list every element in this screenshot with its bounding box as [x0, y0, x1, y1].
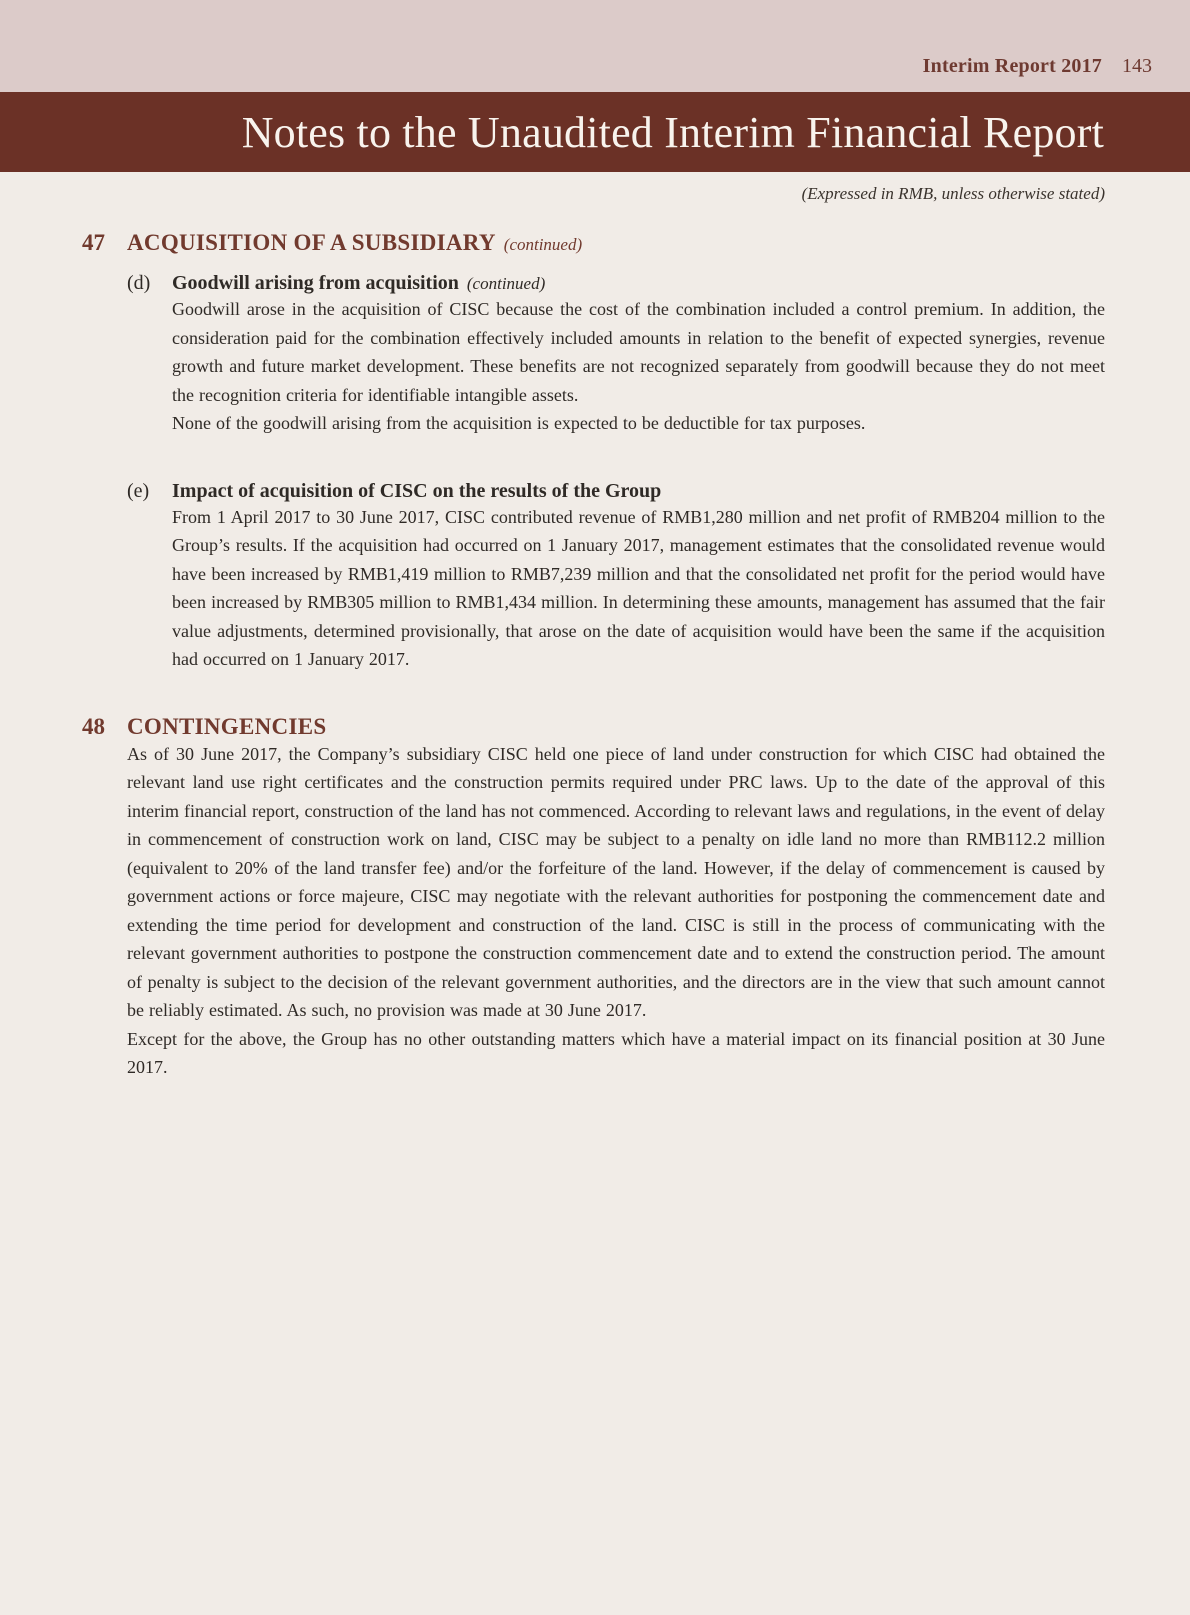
title-banner	[0, 92, 1190, 172]
section-48-number: 48	[82, 713, 105, 739]
item-d-continued: (continued)	[466, 274, 546, 293]
item-d-body	[172, 295, 1105, 438]
paragraph-e-1: From 1 April 2017 to 30 June 2017, CISC contributed revenue of RMB1,280 million and net profit of RMB204 million to the Group’s results. If the acquisition had occurred on 1 January 2017, management estimates that the consolidated revenue would have been increased by RMB1,419 million to RMB7,239 million and that the consolidated net profit for the period would have been increased by RMB305 million to RMB1,434 million. In determining these amounts, management has assumed that the fair value adjustments, determined provisionally, that arose on the date of acquisition would have been the same if the acquisition had occurred on 1 January 2017.	[172, 506, 1105, 669]
item-e-body	[172, 503, 1105, 674]
section-47-number: 47	[82, 230, 105, 255]
page-number: 143	[1122, 55, 1152, 77]
item-d-title	[172, 272, 545, 295]
report-title-text: Interim Report 2017	[922, 55, 1102, 77]
document-body	[0, 230, 1190, 1082]
section-48-title: CONTINGENCIES	[127, 713, 327, 739]
section-47-title	[127, 230, 582, 256]
section-47-continued: (continued)	[503, 235, 583, 254]
section-47-heading	[82, 230, 1105, 256]
paragraph-48-1: As of 30 June 2017, the Company’s subsidiary CISC held one piece of land under construction for which CISC had obtained the relevant land use right certificates and the construction permits required under PRC laws. Up to the date of the approval of this interim financial report, construction of the land has not commenced. According to relevant laws and regulations, in the event of delay in commencement of construction work on land, CISC may be subject to a penalty on idle land no more than RMB112.2 million (equivalent to 20% of the land transfer fee) and/or the forfeiture of the land. However, if the delay of commencement is caused by government actions or force majeure, CISC may negotiate with the relevant authorities for postponing the commencement date and extending the time period for development and construction of the land. CISC is still in the process of communicating with the relevant government authorities to postpone the construction commencement date and to extend the construction period. The amount of penalty is subject to the decision of the relevant government authorities, and the directors are in the view that such amount cannot be reliably estimated. As such, no provision was made at 30 June 2017.	[127, 743, 1105, 1020]
item-e-heading	[127, 480, 1105, 503]
paragraph-48-2: Except for the above, the Group has no other outstanding matters which have a material impact on its financial position at 30 June 2017.	[127, 1028, 1105, 1077]
section-47-title-text: ACQUISITION OF A SUBSIDIARY	[127, 230, 496, 255]
item-d-title-text: Goodwill arising from acquisition	[172, 272, 459, 294]
section-48-body	[127, 740, 1105, 1082]
page-title: Notes to the Unaudited Interim Financial Report	[241, 107, 1104, 157]
item-e-title: Impact of acquisition of CISC on the results of the Group	[172, 479, 662, 502]
item-d-heading	[127, 272, 1105, 295]
paragraph-d-1: Goodwill arose in the acquisition of CISC because the cost of the combination included a control premium. In addition, the consideration paid for the combination effectively included amounts in relation to the benefit of expected synergies, revenue growth and future market development. These benefits are not recognized separately from goodwill because they do not meet the recognition criteria for identifiable intangible assets.	[172, 299, 1105, 405]
page-header-band	[0, 0, 1190, 92]
item-d-label: (d)	[127, 272, 151, 294]
expressed-note: (Expressed in RMB, unless otherwise stated)	[801, 184, 1105, 203]
paragraph-d-2: None of the goodwill arising from the acquisition is expected to be deductible for tax purposes.	[172, 413, 866, 433]
item-e-label: (e)	[127, 479, 150, 502]
section-48-heading	[82, 714, 1105, 740]
